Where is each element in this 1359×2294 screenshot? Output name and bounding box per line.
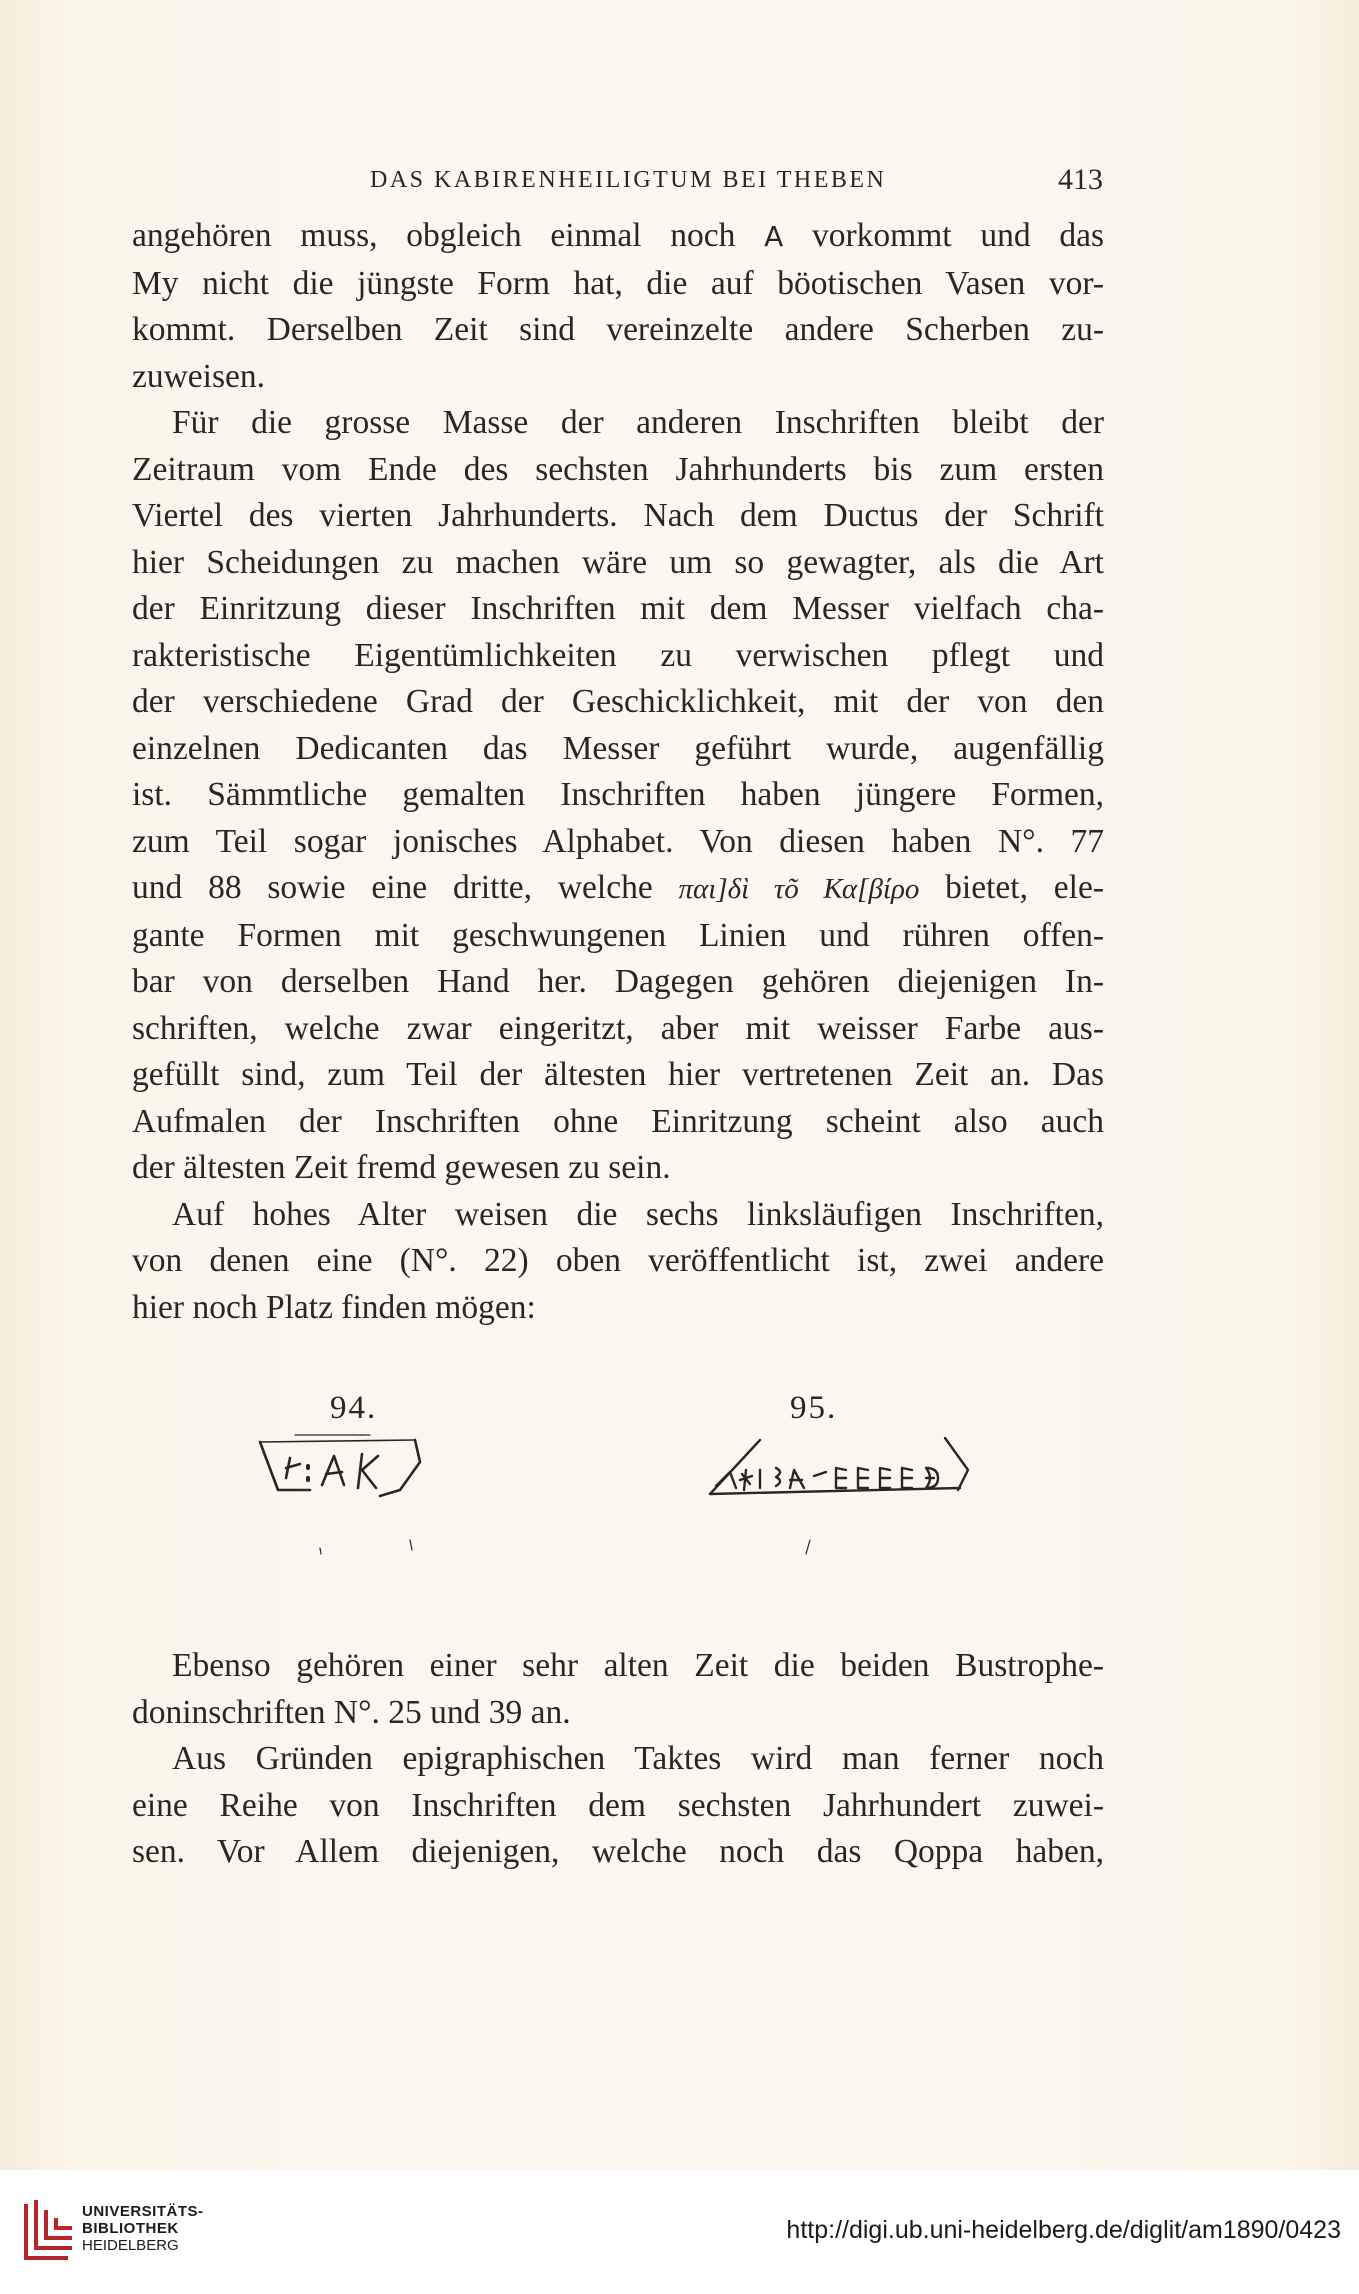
- paragraph-2-line: der Einritzung dieser Inschriften mit dem Messer vielfach cha-: [132, 590, 1104, 627]
- figure-95-number: 95.: [790, 1390, 838, 1426]
- page-number: 413: [1058, 163, 1103, 196]
- paragraph-2-line: hier Scheidungen zu machen wäre um so gewagter, als die Art: [132, 543, 1104, 581]
- inscription-figures: [0, 1390, 1359, 1650]
- paragraph-2-line: schriften, welche zwar eingeritzt, aber mit weisser Farbe aus-: [132, 1009, 1104, 1047]
- paragraph-2-line: bar von derselben Hand her. Dagegen gehören diejenigen In-: [132, 963, 1104, 1000]
- paragraph-5-line: eine Reihe von Inschriften dem sechsten Jahrhundert zuwei-: [132, 1786, 1104, 1824]
- paragraph-2-line: rakteristische Eigentümlichkeiten zu verwischen pflegt und: [132, 636, 1104, 674]
- source-url-link[interactable]: http://digi.ub.uni-heidelberg.de/diglit/am1890/0423: [786, 2216, 1341, 2244]
- text-block-bottom: [132, 1643, 1104, 1876]
- paragraph-2-line: gefüllt sind, zum Teil der ältesten hier vertretenen Zeit an. Das: [132, 1056, 1104, 1093]
- paragraph-2-line: der verschiedene Grad der Geschicklichkeit, mit der von den: [132, 683, 1104, 720]
- paragraph-2-line: Für die grosse Masse der anderen Inschriften bleibt der: [172, 404, 1104, 441]
- paragraph-2-line: Aufmalen der Inschriften ohne Einritzung scheint also auch: [132, 1102, 1104, 1140]
- paragraph-5-line: sen. Vor Allem diejenigen, welche noch das Qoppa haben,: [132, 1833, 1104, 1870]
- running-head: [130, 163, 1130, 203]
- paragraph-1-line: My nicht die jüngste Form hat, die auf böotischen Vasen vor-: [132, 264, 1104, 302]
- greek-inscription-text: παι]δὶ τõ Κα[βίρο: [678, 873, 920, 905]
- paragraph-3-line: hier noch Platz finden mögen:: [132, 1288, 536, 1326]
- inscription-94-drawing: [250, 1430, 470, 1570]
- paragraph-2-line: gante Formen mit geschwungenen Linien und rühren offen-: [132, 916, 1104, 954]
- paragraph-1-line: zuweisen.: [132, 357, 266, 395]
- paragraph-2-line: Zeitraum vom Ende des sechsten Jahrhunderts bis zum ersten: [132, 450, 1104, 488]
- paragraph-4-line: Ebenso gehören einer sehr alten Zeit die beiden Bustrophe-: [172, 1647, 1104, 1684]
- paragraph-3-line: von denen eine (N°. 22) oben veröffentlicht ist, zwei andere: [132, 1242, 1104, 1279]
- paragraph-3-line: Auf hohes Alter weisen die sechs linksläufigen Inschriften,: [172, 1195, 1104, 1233]
- paragraph-1-line: angehören muss, obgleich einmal noch A vorkommt und das: [132, 217, 1104, 254]
- figure-94-number: 94.: [330, 1390, 378, 1426]
- library-line-3: HEIDELBERG: [82, 2237, 179, 2254]
- text-block-top: [132, 213, 1104, 1331]
- paragraph-1-line: kommt. Derselben Zeit sind vereinzelte andere Scherben zu-: [132, 311, 1104, 348]
- paragraph-2-line: einzelnen Dedicanten das Messer geführt wurde, augenfällig: [132, 729, 1104, 767]
- university-library-logo-icon: [18, 2196, 76, 2266]
- paragraph-2-line: Viertel des vierten Jahrhunderts. Nach dem Ductus der Schrift: [132, 497, 1104, 534]
- paragraph-5-line: Aus Gründen epigraphischen Taktes wird man ferner noch: [172, 1740, 1104, 1777]
- alpha-letter-symbol: A: [764, 220, 784, 253]
- inscription-95-drawing: [690, 1430, 1000, 1570]
- library-line-1: UNIVERSITÄTS-: [82, 2203, 204, 2220]
- paragraph-2-line: der ältesten Zeit fremd gewesen zu sein.: [132, 1149, 671, 1186]
- paragraph-2-line: ist. Sämmtliche gemalten Inschriften haben jüngere Formen,: [132, 776, 1104, 813]
- paragraph-2-line: und 88 sowie eine dritte, welche παι]δὶ τõ Κα[βίρο bietet, ele-: [132, 869, 1104, 906]
- paragraph-2-line: zum Teil sogar jonisches Alphabet. Von diesen haben N°. 77: [132, 822, 1104, 860]
- library-name: [82, 2203, 204, 2254]
- library-line-2: BIBLIOTHEK: [82, 2220, 179, 2237]
- running-title: DAS KABIRENHEILIGTUM BEI THEBEN: [370, 167, 887, 193]
- paragraph-4-line: doninschriften N°. 25 und 39 an.: [132, 1693, 571, 1731]
